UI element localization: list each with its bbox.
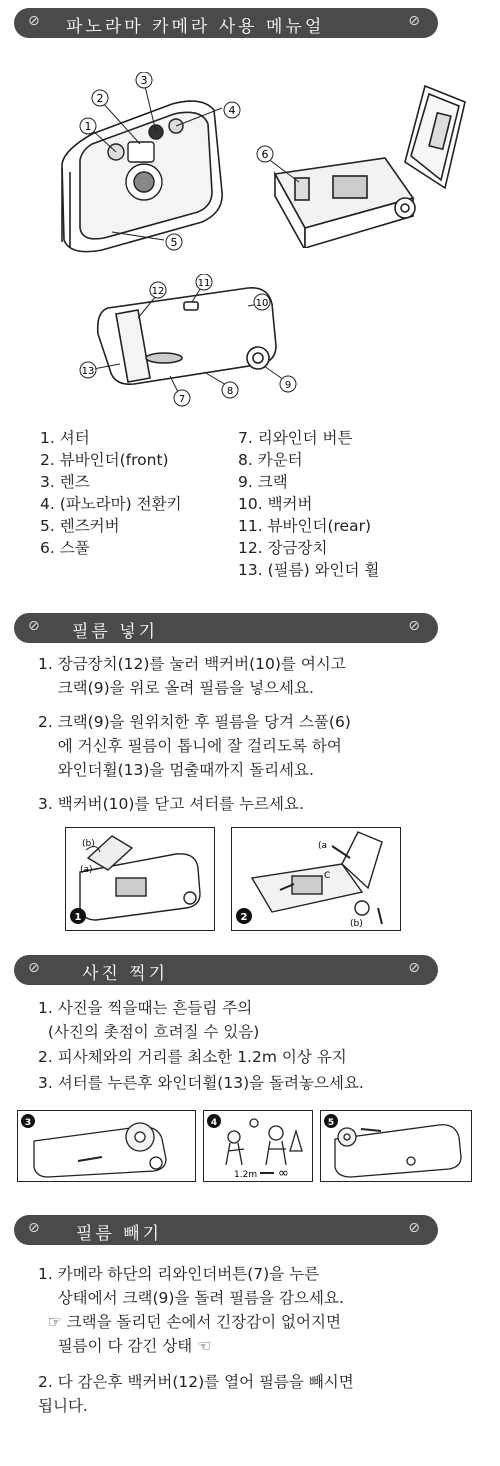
camera-front-illustration — [52, 72, 242, 262]
part-item: 8. 카운터 — [238, 451, 303, 469]
fig-mark-a: (a — [318, 841, 328, 851]
take-photo-step-3: 3. 셔터를 누른후 와인더휠(13)을 돌려놓으세요. — [38, 1074, 364, 1092]
part-item: 5. 렌즈커버 — [40, 517, 120, 535]
fig-mark-b: (b) — [350, 919, 363, 929]
figure-number: 3 — [24, 1118, 32, 1128]
parts-list-right — [238, 427, 379, 581]
page-title: 파노라마 카메라 사용 메뉴얼 — [66, 17, 325, 37]
no-symbol-icon: ⊘ — [28, 13, 40, 29]
callout-9: 9 — [284, 380, 292, 391]
part-item: 12. 장금장치 — [238, 539, 328, 557]
figure-2 — [231, 827, 401, 931]
part-item: 7. 리와인더 버튼 — [238, 429, 353, 447]
fig-mark-c: C — [324, 871, 331, 881]
fig-mark-b: (b) — [82, 839, 95, 849]
figure-3 — [17, 1110, 196, 1182]
no-symbol-icon: ⊘ — [408, 960, 420, 976]
part-item: 4. (파노라마) 전환키 — [40, 495, 182, 513]
parts-list-left — [40, 427, 182, 559]
header-bar — [14, 8, 438, 38]
callout-2: 2 — [96, 92, 104, 105]
camera-back-illustration — [78, 274, 308, 414]
part-item: 1. 셔터 — [40, 429, 90, 447]
figure-number: 5 — [327, 1118, 335, 1128]
part-item: 10. 백커버 — [238, 495, 313, 513]
load-film-step-3: 3. 백커버(10)를 닫고 셔터를 누르세요. — [38, 795, 304, 813]
part-item: 3. 렌즈 — [40, 473, 90, 491]
figure-number: 2 — [240, 912, 248, 923]
remove-film-step-1: 1. 카메라 하단의 리와인더버튼(7)을 누른 상태에서 크랙(9)을 돌려 필름을 감으세요. ☞ 크랙을 돌리던 손에서 긴장감이 없어지면 필름이 다 감긴 상태 ☜ — [38, 1265, 344, 1355]
remove-film-step-2: 2. 다 감은후 백커버(12)를 열어 필름을 빼시면 됩니다. — [38, 1373, 354, 1415]
callout-4: 4 — [228, 104, 236, 117]
section-bar-load-film — [14, 613, 438, 643]
part-item: 13. (필름) 와인더 휠 — [238, 561, 380, 579]
figure-5 — [320, 1110, 472, 1182]
take-photo-step-2: 2. 피사체와의 거리를 최소한 1.2m 이상 유지 — [38, 1048, 347, 1066]
section-title: 필름 빼기 — [76, 1224, 163, 1244]
take-photo-step-1: 1. 사진을 찍을때는 흔들림 주의 (사진의 촛점이 흐려질 수 있음) — [38, 999, 260, 1041]
callout-6: 6 — [261, 148, 269, 161]
part-item: 11. 뷰바인더(rear) — [238, 517, 372, 535]
callout-11: 11 — [197, 278, 211, 289]
no-symbol-icon: ⊘ — [408, 618, 420, 634]
no-symbol-icon: ⊘ — [28, 960, 40, 976]
camera-open-illustration — [255, 78, 480, 248]
callout-7: 7 — [178, 394, 186, 405]
part-item: 6. 스풀 — [40, 539, 90, 557]
infinity-label: ∞ — [278, 1166, 289, 1181]
callout-8: 8 — [226, 386, 234, 397]
callout-3: 3 — [140, 74, 148, 87]
no-symbol-icon: ⊘ — [28, 618, 40, 634]
callout-13: 13 — [81, 366, 95, 377]
part-item: 9. 크랙 — [238, 473, 288, 491]
no-symbol-icon: ⊘ — [28, 1220, 40, 1236]
section-title: 사진 찍기 — [82, 964, 169, 984]
callout-1: 1 — [84, 120, 92, 133]
no-symbol-icon: ⊘ — [408, 13, 420, 29]
load-film-step-1: 1. 장금장치(12)를 눌러 백커버(10)를 여시고 크랙(9)을 위로 올려 필름을 넣으세요. — [38, 655, 346, 697]
callout-5: 5 — [170, 236, 178, 249]
part-item: 2. 뷰바인더(front) — [40, 451, 169, 469]
no-symbol-icon: ⊘ — [408, 1220, 420, 1236]
fig-mark-a: (a) — [80, 865, 93, 875]
figure-1 — [65, 827, 215, 931]
load-film-step-2: 2. 크랙(9)을 원위치한 후 필름을 당겨 스풀(6) 에 거신후 필름이 톱니에 잘 걸리도록 하여 와인더휠(13)을 멈출때까지 돌리세요. — [38, 713, 351, 779]
callout-10: 10 — [255, 298, 269, 309]
callout-12: 12 — [151, 286, 165, 297]
distance-label: 1.2m — [234, 1170, 258, 1180]
figure-4 — [203, 1110, 313, 1182]
section-bar-take-photo — [14, 955, 438, 985]
section-bar-remove-film — [14, 1215, 438, 1245]
figure-number: 4 — [210, 1118, 218, 1128]
figure-number: 1 — [74, 912, 82, 923]
section-title: 필름 넣기 — [72, 622, 159, 642]
